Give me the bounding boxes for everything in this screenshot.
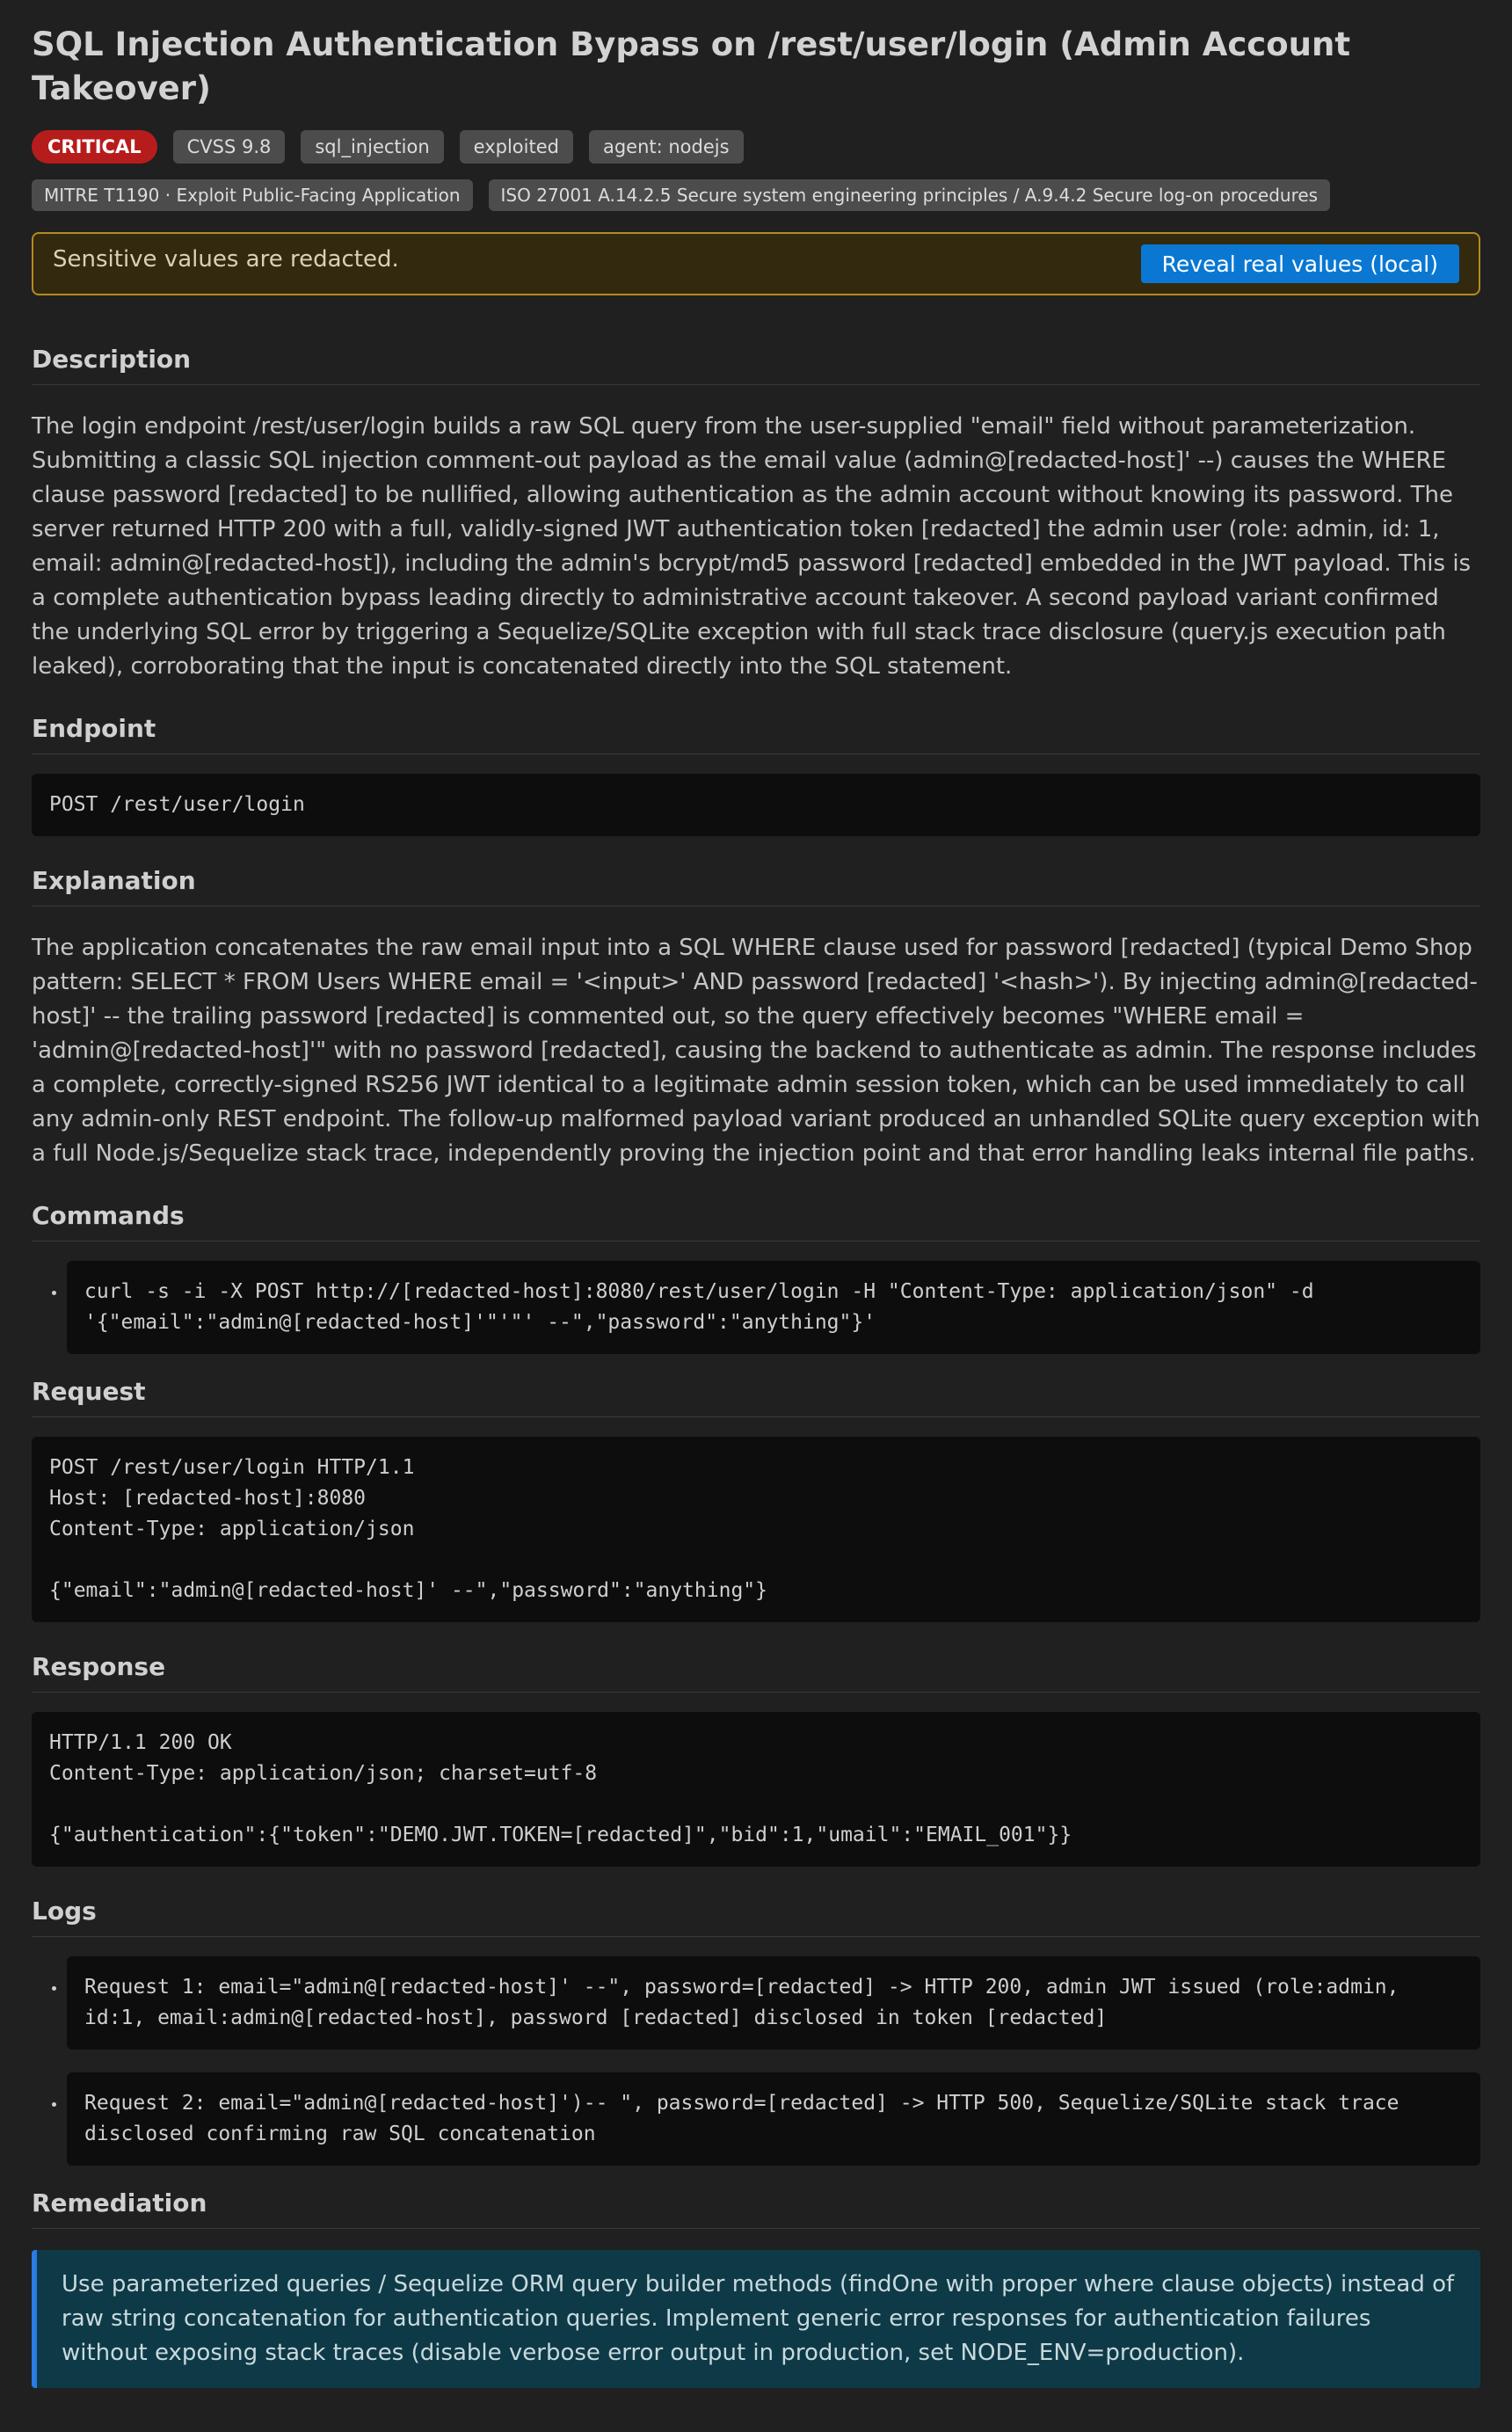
remediation-heading: Remediation (32, 2188, 1480, 2229)
logs-section (32, 1897, 1480, 2166)
log-entry: • Request 1: email="admin@[redacted-host]' --", password=[redacted] -> HTTP 200, admin JWT issued (role:admin, id:1, email:admin@[redacted-host], password [redacted] disclosed in token [redacted] (67, 1956, 1480, 2050)
request-heading: Request (32, 1377, 1480, 1417)
finding-title: SQL Injection Authentication Bypass on /rest/user/login (Admin Account Takeover) (32, 25, 1351, 107)
response-code: HTTP/1.1 200 OK Content-Type: application/json; charset=utf-8 {"authentication":{"token":"DEMO.JWT.TOKEN=[redacted]","bid":1,"umail":"EMAIL_001"}} (32, 1712, 1480, 1867)
remediation-section (32, 2188, 1480, 2388)
endpoint-section (32, 714, 1480, 836)
reveal-values-button[interactable]: Reveal real values (local) (1141, 244, 1459, 283)
response-heading: Response (32, 1652, 1480, 1693)
iso-badge: ISO 27001 A.14.2.5 Secure system engineering principles / A.9.4.2 Secure log-on procedures (489, 179, 1331, 211)
list-item (67, 2072, 1480, 2166)
request-code: POST /rest/user/login HTTP/1.1 Host: [redacted-host]:8080 Content-Type: application/json {"email":"admin@[redacted-host]' --","password":"anything"} (32, 1437, 1480, 1622)
explanation-section (32, 866, 1480, 1171)
finding-tags (32, 130, 1480, 164)
explanation-text: The application concatenates the raw email input into a SQL WHERE clause used for password [redacted] (typical Demo Shop pattern: SELECT * FROM Users WHERE email = '<input>' AND password [redacted] '<hash>'). By injecting admin@[redacted-host]' -- the trailing password [redacted] is commented out, so the query effectively becomes "WHERE email = 'admin@[redacted-host]'" with no password [redacted], causing the backend to authenticate as admin. The response includes a complete, correctly-signed RS256 JWT identical to a legitimate admin session token, which can be used immediately to call any admin-only REST endpoint. The follow-up malformed payload variant produced an unhandled SQLite query exception with a full Node.js/Sequelize stack trace, independently proving the injection point and that error handling leaks internal file paths. (32, 935, 1480, 1167)
commands-section (32, 1201, 1480, 1354)
commands-list (32, 1261, 1480, 1354)
cvss-badge: CVSS 9.8 (173, 130, 286, 164)
endpoint-code: POST /rest/user/login (32, 774, 1480, 836)
endpoint-heading: Endpoint (32, 714, 1480, 754)
severity-badge: CRITICAL (32, 130, 157, 164)
list-item (67, 1956, 1480, 2050)
mitre-badge: MITRE T1190 · Exploit Public-Facing Application (32, 179, 473, 211)
list-item (67, 1261, 1480, 1354)
command-code: • curl -s -i -X POST http://[redacted-host]:8080/rest/user/login -H "Content-Type: application/json" -d '{"email":"admin@[redacted-host]'"'"' --","password":"anything"}' (67, 1261, 1480, 1354)
description-section (32, 345, 1480, 684)
log-entry: • Request 2: email="admin@[redacted-host]')-- ", password=[redacted] -> HTTP 500, Sequelize/SQLite stack trace disclosed confirming raw SQL concatenation (67, 2072, 1480, 2166)
redaction-notice: Sensitive values are redacted. (53, 246, 399, 273)
description-heading: Description (32, 345, 1480, 385)
description-text: The login endpoint /rest/user/login builds a raw SQL query from the user-supplied "email" field without parameterization. Submitting a classic SQL injection comment-out payload as the email value (admin@[redacted-host]' --) causes the WHERE clause password [redacted] to be nullified, allowing authentication as the admin account without knowing its password. The server returned HTTP 200 with a full, validly-signed JWT authentication token [redacted] the admin user (role: admin, id: 1, email: admin@[redacted-host]), including the admin's bcrypt/md5 password [redacted] embedded in the JWT payload. This is a complete authentication bypass leading directly to administrative account takeover. A second payload variant confirmed the underlying SQL error by triggering a Sequelize/SQLite exception with full stack trace disclosure (query.js execution path leaked), corroborating that the input is concatenated directly into the SQL statement. (32, 413, 1472, 680)
logs-heading: Logs (32, 1897, 1480, 1937)
agent-badge: agent: nodejs (589, 130, 744, 164)
logs-list (32, 1956, 1480, 2166)
status-badge: exploited (460, 130, 573, 164)
redaction-banner (32, 232, 1480, 295)
commands-heading: Commands (32, 1201, 1480, 1241)
category-badge: sql_injection (301, 130, 443, 164)
request-section (32, 1377, 1480, 1622)
remediation-text: Use parameterized queries / Sequelize ORM query builder methods (findOne with proper where clause objects) instead of raw string concatenation for authentication queries. Implement generic error responses for authentication failures without exposing stack traces (disable verbose error output in production, set NODE_ENV=production). (32, 2250, 1480, 2388)
response-section (32, 1652, 1480, 1867)
explanation-heading: Explanation (32, 866, 1480, 907)
framework-tags (32, 179, 1480, 211)
